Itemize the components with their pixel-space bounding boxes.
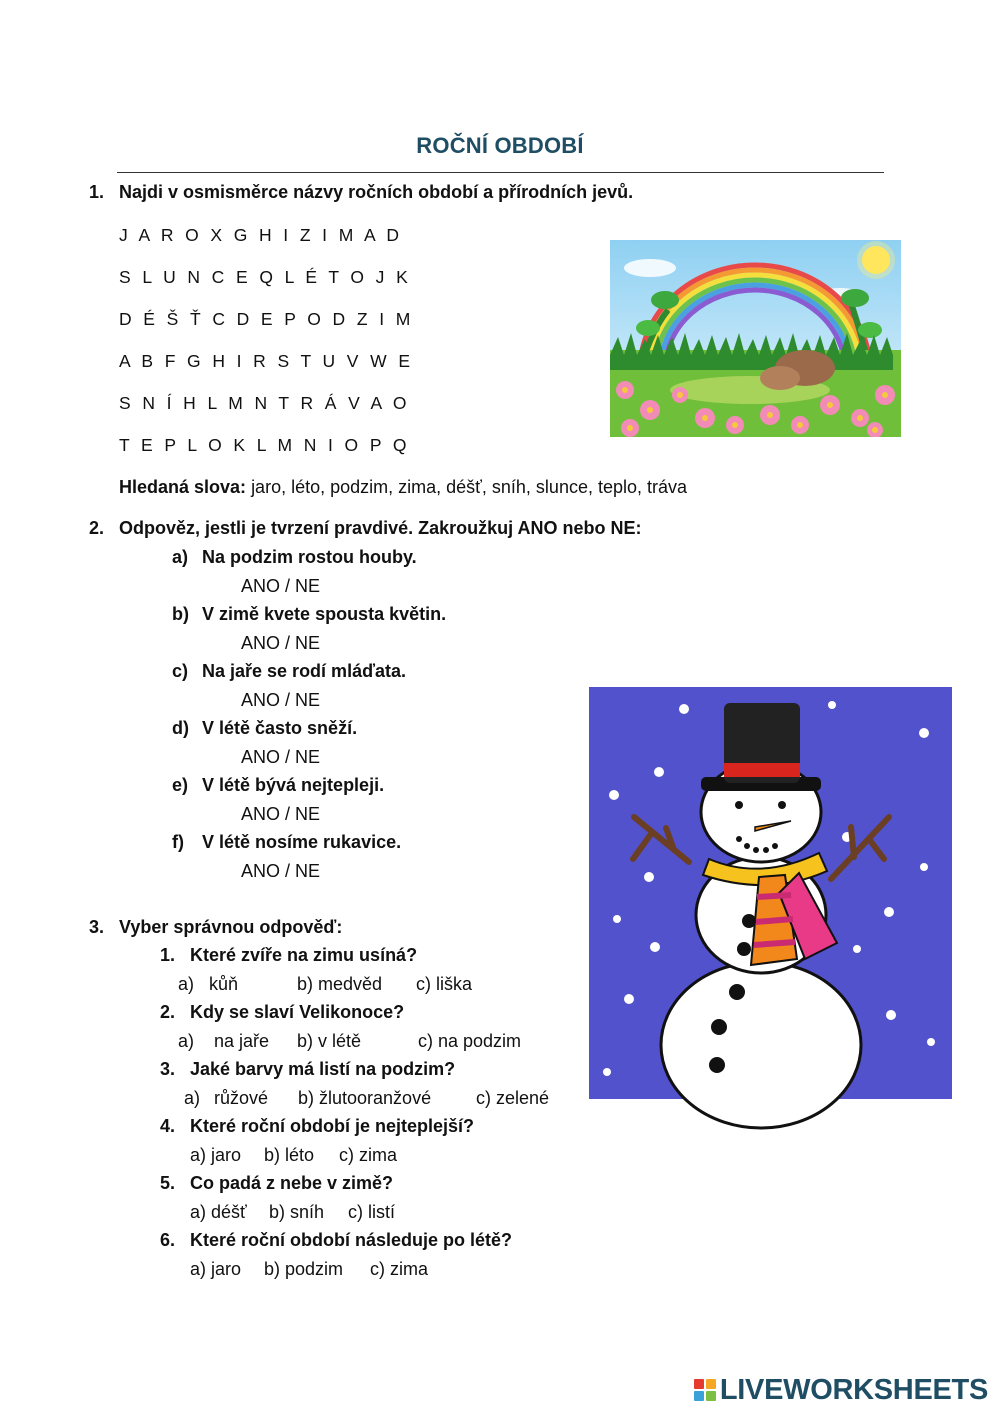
option[interactable]: a): [178, 974, 195, 994]
answer-options: [190, 1259, 428, 1280]
answer-options: [184, 1088, 549, 1109]
task1-heading: Najdi v osmisměrce názvy ročních období a přírodních jevů.: [119, 182, 634, 202]
statement-letter: f): [172, 832, 184, 852]
option[interactable]: růžové: [214, 1088, 269, 1108]
searched-words-list: jaro, léto, podzim, zima, déšť, sníh, slunce, teplo, tráva: [251, 477, 688, 497]
option[interactable]: c) na podzim: [418, 1031, 522, 1051]
title-underline: [117, 172, 884, 173]
answer-options: [190, 1202, 395, 1223]
statement-text: Na podzim rostou houby.: [202, 547, 417, 567]
option[interactable]: c) zelené: [476, 1088, 550, 1108]
option[interactable]: c) zima: [370, 1259, 428, 1279]
option[interactable]: b) léto: [264, 1145, 315, 1165]
option[interactable]: a) déšť: [190, 1202, 247, 1222]
question-text: Jaké barvy má listí na podzim?: [190, 1059, 456, 1079]
spring-rainbow-image: [610, 240, 901, 437]
wordsearch-row: T E P L O K L M N I O P Q: [119, 435, 410, 455]
option[interactable]: a): [178, 1031, 195, 1051]
statement-text: V zimě kvete spousta květin.: [202, 604, 447, 624]
answer-ano-ne[interactable]: ANO / NE: [241, 747, 321, 767]
searched-words-label: Hledaná slova:: [119, 477, 247, 497]
logo-block: [706, 1391, 716, 1401]
question-text: Kdy se slaví Velikonoce?: [190, 1002, 405, 1022]
wordsearch-row: S N Í H L M N T R Á V A O: [119, 393, 410, 413]
question-text: Co padá z nebe v zimě?: [190, 1173, 394, 1193]
logo-mark-icon: [694, 1379, 716, 1401]
statement-letter: e): [172, 775, 189, 795]
logo-text: LIVEWORKSHEETS: [719, 1373, 988, 1406]
question-number: 1.: [160, 945, 176, 965]
question-number: 2.: [160, 1002, 176, 1022]
option[interactable]: na jaře: [214, 1031, 270, 1051]
question-number: 5.: [160, 1173, 176, 1193]
logo-block: [706, 1379, 716, 1389]
task3-number: 3.: [89, 917, 105, 937]
statement-text: V létě bývá nejtepleji.: [202, 775, 385, 795]
statement-letter: a): [172, 547, 189, 567]
statement-text: Na jaře se rodí mláďata.: [202, 661, 407, 681]
answer-options: [178, 974, 472, 995]
statement-letter: c): [172, 661, 189, 681]
question-text: Které roční období je nejteplejší?: [190, 1116, 475, 1136]
option[interactable]: a) jaro: [190, 1145, 242, 1165]
question-number: 4.: [160, 1116, 176, 1136]
question-number: 6.: [160, 1230, 176, 1250]
question-text: Které roční období následuje po létě?: [190, 1230, 513, 1250]
answer-ano-ne[interactable]: ANO / NE: [241, 690, 321, 710]
option[interactable]: b) podzim: [264, 1259, 344, 1279]
task3-heading: Vyber správnou odpověď:: [119, 917, 343, 937]
searched-words: [119, 477, 687, 498]
option[interactable]: c) zima: [339, 1145, 397, 1165]
answer-ano-ne[interactable]: ANO / NE: [241, 861, 321, 881]
answer-options: [190, 1145, 397, 1166]
option[interactable]: b) sníh: [269, 1202, 325, 1222]
wordsearch-row: J A R O X G H I Z I M A D: [119, 225, 403, 245]
wordsearch-row: S L U N C E Q L É T O J K: [119, 267, 412, 287]
liveworksheets-logo[interactable]: [694, 1372, 988, 1408]
snowman-image: [589, 687, 952, 1135]
option[interactable]: b) žlutooranžové: [298, 1088, 432, 1108]
statement-text: V létě často sněží.: [202, 718, 358, 738]
task2-number: 2.: [89, 518, 105, 538]
task2-heading: Odpověz, jestli je tvrzení pravdivé. Zakroužkuj ANO nebo NE:: [119, 518, 642, 538]
task1-number: 1.: [89, 182, 105, 202]
answer-ano-ne[interactable]: ANO / NE: [241, 633, 321, 653]
option[interactable]: kůň: [209, 974, 239, 994]
option[interactable]: a) jaro: [190, 1259, 242, 1279]
statement-letter: d): [172, 718, 189, 738]
question-number: 3.: [160, 1059, 176, 1079]
question-text: Které zvíře na zimu usíná?: [190, 945, 418, 965]
wordsearch-row: A B F G H I R S T U V W E: [119, 351, 414, 371]
logo-block: [694, 1379, 704, 1389]
statement-text: V létě nosíme rukavice.: [202, 832, 402, 852]
answer-ano-ne[interactable]: ANO / NE: [241, 576, 321, 596]
answer-options: [178, 1031, 521, 1052]
logo-block: [694, 1391, 704, 1401]
option[interactable]: b) medvěd: [297, 974, 383, 994]
page-title: ROČNÍ OBDOBÍ: [416, 133, 584, 158]
answer-ano-ne[interactable]: ANO / NE: [241, 804, 321, 824]
option[interactable]: b) v létě: [297, 1031, 362, 1051]
option[interactable]: a): [184, 1088, 201, 1108]
statement-letter: b): [172, 604, 189, 624]
option[interactable]: c) liška: [416, 974, 473, 994]
wordsearch-row: D É Š Ť C D E P O D Z I M: [119, 309, 414, 329]
option[interactable]: c) listí: [348, 1202, 395, 1222]
